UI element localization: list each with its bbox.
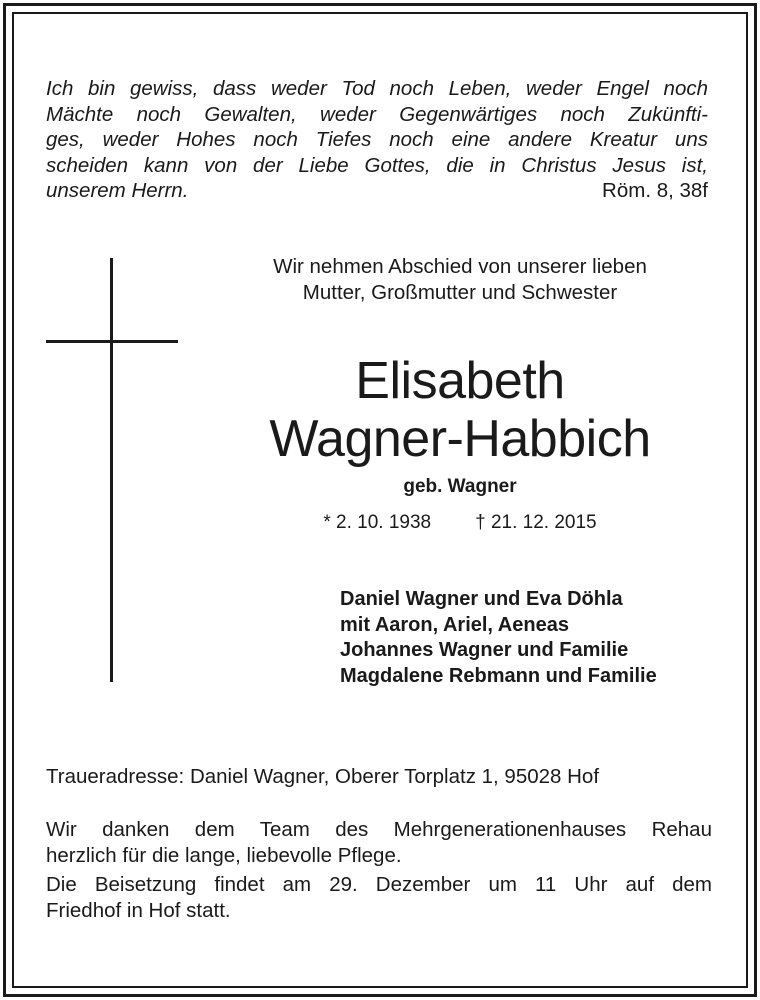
mourner-line: Magdalene Rebmann und Familie xyxy=(340,664,657,687)
verse-reference: Röm. 8, 38f xyxy=(602,179,708,202)
verse-line: unserem Herrn. xyxy=(46,179,189,202)
mourner-line: Johannes Wagner und Familie xyxy=(340,639,629,661)
bible-verse xyxy=(46,76,708,204)
verse-line: Mächte noch Gewalten, weder Gegenwärtiges noch Zukünfti- xyxy=(46,102,708,126)
deceased-name xyxy=(230,352,690,468)
maiden-name: geb. Wagner xyxy=(403,476,517,497)
burial-line: Die Beisetzung findet am 29. Dezember um 11 Uhr auf dem xyxy=(46,873,712,896)
mourner-line: Daniel Wagner und Eva Döhla xyxy=(340,588,623,610)
verse-line: scheiden kann von der Liebe Gottes, die in Christus Jesus ist, xyxy=(46,153,708,177)
mourner-line: mit Aaron, Ariel, Aeneas xyxy=(340,613,569,636)
burial-note xyxy=(46,872,712,923)
death-date: † 21. 12. 2015 xyxy=(475,512,597,533)
verse-last-row xyxy=(46,178,708,204)
birth-date: * 2. 10. 1938 xyxy=(323,512,432,533)
last-name: Wagner-Habbich xyxy=(269,410,651,468)
thanks-note xyxy=(46,817,712,868)
thanks-line: Wir danken dem Team des Mehrgenerationenhauses Rehau xyxy=(46,818,712,841)
verse-line: ges, weder Hohes noch Tiefes noch eine andere Kreatur uns xyxy=(46,128,708,151)
cross-icon-horizontal xyxy=(46,340,178,343)
burial-line: Friedhof in Hof statt. xyxy=(46,898,231,922)
thanks-line: herzlich für die lange, liebevolle Pflege. xyxy=(46,843,402,867)
cross-icon-vertical xyxy=(110,258,113,682)
mourning-address: Traueradresse: Daniel Wagner, Oberer Torplatz 1, 95028 Hof xyxy=(46,765,600,788)
farewell-intro xyxy=(230,254,690,306)
first-name: Elisabeth xyxy=(355,352,565,410)
intro-line: Mutter, Großmutter und Schwester xyxy=(302,281,618,304)
life-dates xyxy=(230,512,690,534)
verse-line: Ich bin gewiss, dass weder Tod noch Leben, weder Engel noch xyxy=(46,77,708,100)
intro-line: Wir nehmen Abschied von unserer lieben xyxy=(273,255,647,278)
mourners-list xyxy=(340,587,657,689)
